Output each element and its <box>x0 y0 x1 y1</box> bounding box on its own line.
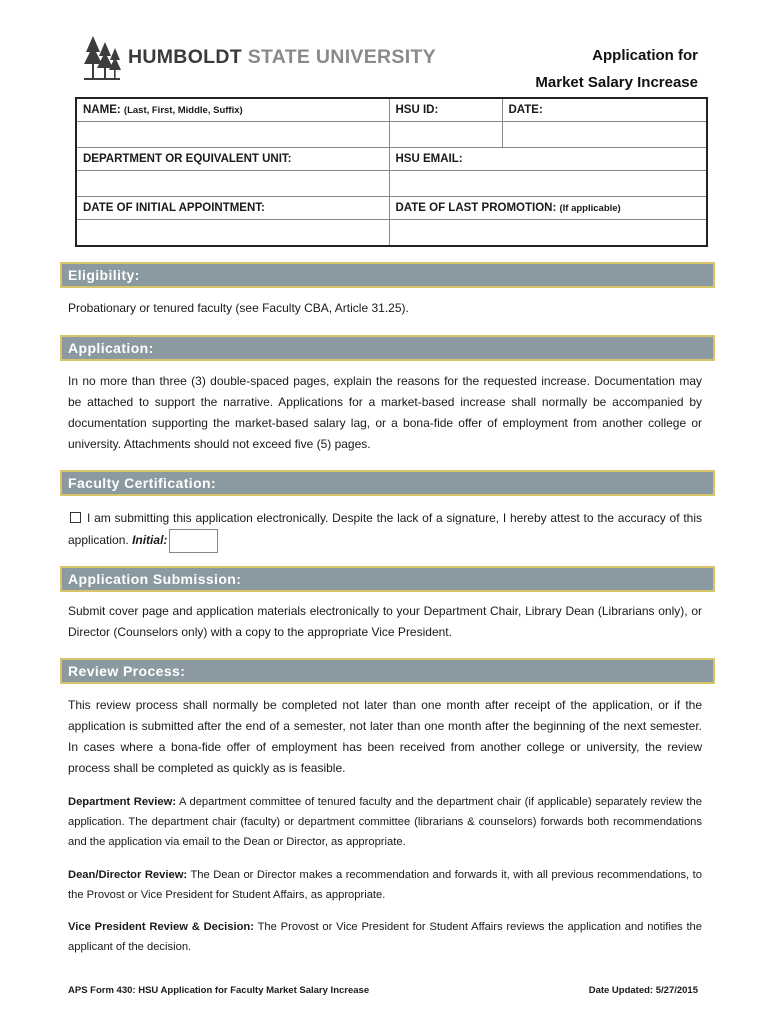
appointment-field[interactable] <box>76 220 389 247</box>
department-review-title: Department Review: <box>68 796 177 808</box>
date-field[interactable] <box>502 122 707 148</box>
submission-heading: Application Submission: <box>60 566 715 592</box>
dean-review-text: The Dean or Director makes a recommendation and forwards it, with all previous recommendations, to the Provost or Vice President for Student Affairs, as appropriate. <box>68 869 702 901</box>
hsu-id-field[interactable] <box>389 122 502 148</box>
certification-checkbox[interactable] <box>70 512 81 523</box>
title-line-2: Market Salary Increase <box>535 74 698 91</box>
email-label: HSU EMAIL: <box>389 148 707 171</box>
certification-text <box>68 507 702 553</box>
footer-form-name: APS Form 430: HSU Application for Faculty Market Salary Increase <box>68 985 370 996</box>
page-footer <box>68 985 698 996</box>
vp-review <box>68 917 702 957</box>
title-line-1: Application for <box>592 47 698 64</box>
review-heading: Review Process: <box>60 658 715 684</box>
eligibility-text: Probationary or tenured faculty (see Faculty CBA, Article 31.25). <box>68 301 409 315</box>
form-title <box>535 42 698 96</box>
department-review <box>68 792 702 852</box>
footer-date-updated: Date Updated: 5/27/2015 <box>588 985 698 996</box>
department-review-text: A department committee of tenured faculty and the department chair (if applicable) separately review the application. The department chair (faculty) or department committee (librarians & counselors) forwards both recommendations and the application via email to the Dean or Director, as appropriate. <box>68 796 702 848</box>
date-label: DATE: <box>502 98 707 122</box>
promotion-label: DATE OF LAST PROMOTION: (If applicable) <box>389 197 707 220</box>
hsu-id-label: HSU ID: <box>389 98 502 122</box>
dean-review-title: Dean/Director Review: <box>68 869 188 881</box>
department-field[interactable] <box>76 171 389 197</box>
name-label: NAME: (Last, First, Middle, Suffix) <box>76 98 389 122</box>
logo-wordmark: HUMBOLDT STATE UNIVERSITY <box>128 45 436 68</box>
certification-heading: Faculty Certification: <box>60 470 715 496</box>
department-label: DEPARTMENT OR EQUIVALENT UNIT: <box>76 148 389 171</box>
university-logo <box>82 32 436 82</box>
application-text: In no more than three (3) double-spaced pages, explain the reasons for the requested increase. Documentation may be attached to support the narrative. Applications for a market-based increase shall normally be accompanied by documentation supporting the market-based salary lag, or a bona-fide offer of employment from another college or university. Attachments should not exceed five (5) pages. <box>68 374 702 451</box>
submission-text: Submit cover page and application materials electronically to your Department Chair, Library Dean (Librarians only), or Director (Counselors only) with a copy to the appropriate Vice President. <box>68 604 702 639</box>
eligibility-heading: Eligibility: <box>60 262 715 288</box>
promotion-field[interactable] <box>389 220 707 247</box>
vp-review-title: Vice President Review & Decision: <box>68 921 254 933</box>
application-heading: Application: <box>60 335 715 361</box>
applicant-info-table <box>75 97 708 247</box>
dean-review <box>68 865 702 905</box>
initial-label: Initial: <box>132 533 168 548</box>
tree-logo-icon <box>82 32 122 82</box>
review-text: This review process shall normally be completed not later than one month after receipt of the application, or if the application is submitted after the end of a semester, not later than one month after the beginning of the next semester. In cases where a bona-fide offer of employment has been received from another college or university, the review process shall be completed as quickly as is feasible. <box>68 698 702 775</box>
email-field[interactable] <box>389 171 707 197</box>
certification-statement: I am submitting this application electronically. Despite the lack of a signature, I hereby attest to the accuracy of this application. <box>68 511 702 548</box>
appointment-label: DATE OF INITIAL APPOINTMENT: <box>76 197 389 220</box>
vp-review-text: The Provost or Vice President for Student Affairs reviews the application and notifies the applicant of the decision. <box>68 921 702 953</box>
initial-input[interactable] <box>169 529 218 553</box>
name-field[interactable] <box>76 122 389 148</box>
